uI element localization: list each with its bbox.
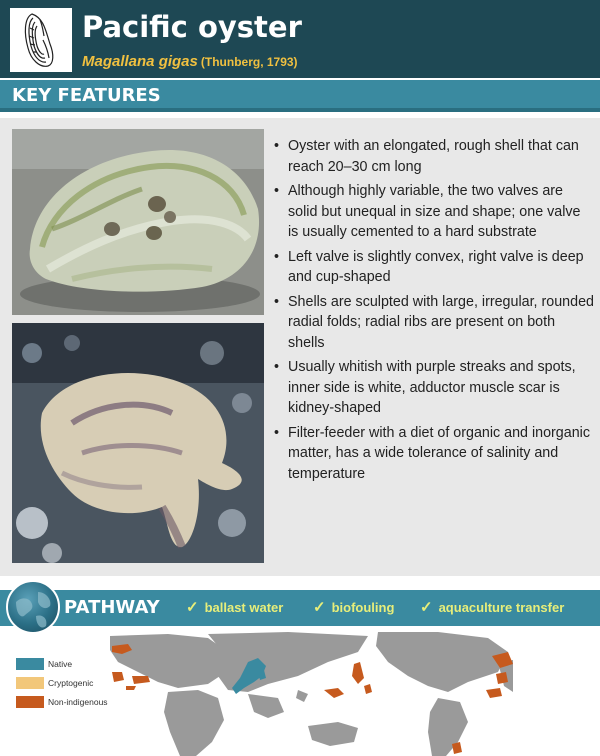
check-icon: ✓ [313,599,326,616]
legend-swatch [16,696,44,708]
map-legend [16,654,108,711]
key-features-heading: KEY FEATURES [12,85,161,106]
legend-entry-native [16,654,108,673]
list-item: • Shells are sculpted with large, irregular, rounded radial folds; radial ribs are present on both shells [274,292,594,354]
legend-swatch [16,658,44,670]
pathway-item-aquaculture-transfer [420,598,564,616]
pathway-item-biofouling [313,598,394,616]
distribution-map [108,632,513,756]
legend-label: Native [48,658,73,669]
oyster-shell-photo [12,129,264,315]
globe-icon [6,580,60,634]
list-item: • Although highly variable, the two valves are solid but unequal in size and shape; one valve is usually cemented to a hard substrate [274,181,594,243]
legend-label: Non-indigenous [48,696,108,707]
key-features-bar [0,80,600,112]
oyster-shell-icon [10,8,72,72]
pathway-item-label: biofouling [331,600,395,615]
species-authority: (Thunberg, 1793) [200,55,298,69]
pathway-item-label: ballast water [204,600,284,615]
oyster-on-rocks-photo [12,323,264,563]
pathway-item-ballast-water [186,598,283,616]
pathway-item-label: aquaculture transfer [438,600,565,615]
legend-entry-cryptogenic [16,673,108,692]
bar-underline [0,108,600,112]
list-item: • Usually whitish with purple streaks and spots, inner side is white, adductor muscle scar is kidney-shaped [274,357,594,419]
legend-swatch [16,677,44,689]
page-title: Pacific oyster [82,10,302,44]
list-item: • Left valve is slightly convex, right valve is deep and cup-shaped [274,247,594,288]
land-europe-asia-west [110,634,228,688]
pathway-heading: PATHWAY [64,597,160,618]
check-icon: ✓ [420,599,433,616]
legend-label: Cryptogenic [48,677,94,688]
list-item: • Oyster with an elongated, rough shell that can reach 20–30 cm long [274,136,594,177]
species-header [0,0,600,78]
legend-entry-non-indigenous [16,692,108,711]
check-icon: ✓ [186,599,199,616]
scientific-name-line [82,53,298,71]
key-features-list [274,136,594,488]
scientific-name: Magallana gigas [82,53,198,70]
list-item: • Filter-feeder with a diet of organic and inorganic matter, has a wide tolerance of salinity and temperature [274,423,594,485]
